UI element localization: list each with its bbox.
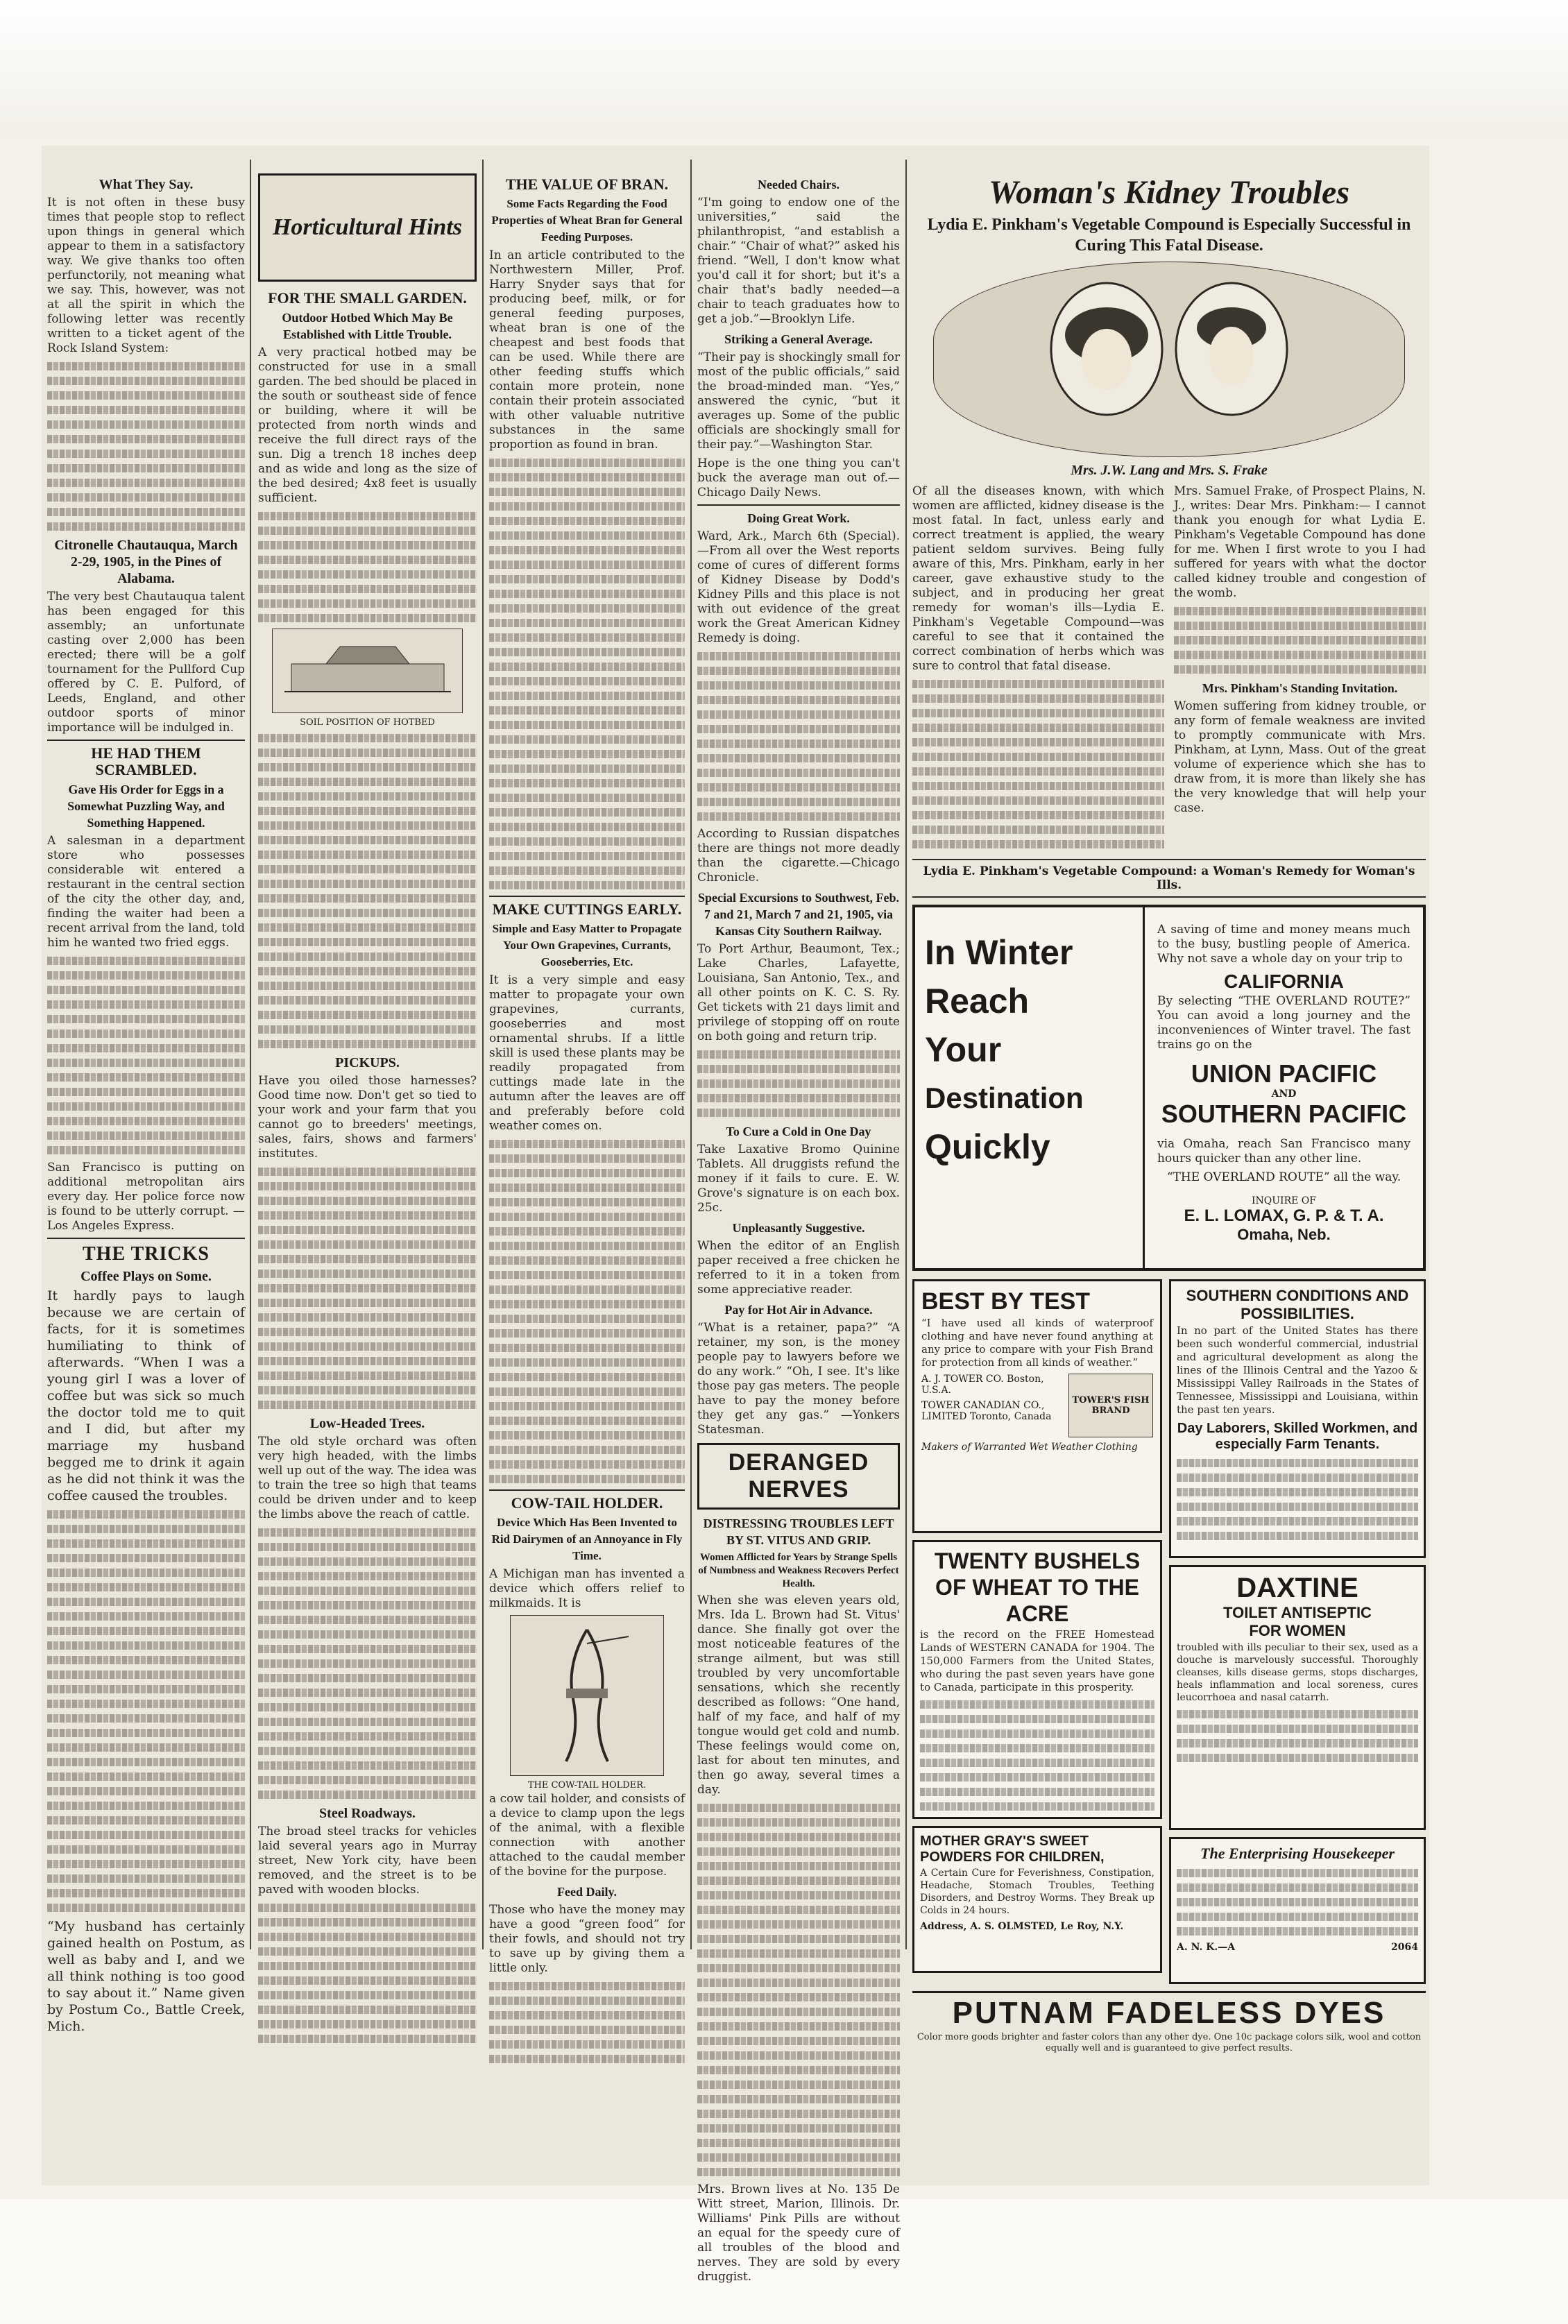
column-1 — [47, 173, 245, 2034]
portrait-caption: Mrs. J.W. Lang and Mrs. S. Frake — [1071, 463, 1268, 478]
column-rule — [250, 160, 251, 1949]
text-block — [258, 1528, 477, 1799]
article-body: When she was eleven years old, Mrs. Ida L. Brown had St. Vitus' dance. She finally got over the most noticeable features of the strange ailment, but was still troubled by very uncomfortable sensations, which she recently described as follows: “One hand, half of my face, and half of my tongue would get cold and numb. These feelings would come on, last for about ten minutes, and then go away, several times a day. — [697, 1594, 900, 1797]
lower-left-ads — [912, 1279, 1162, 1984]
in-winter-line: Your — [925, 1030, 1002, 1069]
text-block — [920, 1700, 1154, 1811]
headline-steel: Steel Roadways. — [319, 1806, 416, 1821]
print-code-row — [1177, 1942, 1418, 1953]
tower-company — [921, 1374, 1062, 1437]
ad-body: A saving of time and money means much to the busy, bustling people of America. Why not save a whole day on your trip to — [1157, 923, 1411, 966]
divider — [489, 896, 685, 897]
text-block — [258, 512, 477, 622]
article-body: Women suffering from kidney trouble, or any form of female weakness are invited to promptly communicate with Mrs. Pinkham, at Lynn, Mass. Out of the great volume of experience which she has to draw from, it is more than likely she has the very knowledge that will help your case. — [1174, 699, 1426, 815]
putnam-ad — [912, 1991, 1426, 2054]
article-body: Those who have the money may have a good “green food” for their fowls, and should not try to save up by giving them a little only. — [489, 1903, 685, 1975]
putnam-title: PUTNAM FADELESS DYES — [952, 1996, 1386, 2030]
headline-good-work: Doing Great Work. — [747, 511, 850, 525]
divider — [697, 504, 900, 506]
kidney-columns — [912, 483, 1426, 855]
ad-body: is the record on the FREE Homestead Lands of WESTERN CANADA for 1904. The 150,000 Farmers from the United States, who during the past seven years have gone to Canada, participate in this prosperity. — [920, 1628, 1154, 1693]
headline-hot-air: Pay for Hot Air in Advance. — [724, 1303, 873, 1317]
illustration-caption: SOIL POSITION OF HOTBED — [300, 717, 435, 728]
article-body: Mrs. Samuel Frake, of Prospect Plains, N. J., writes: Dear Mrs. Pinkham:— I cannot thank you enough for what Lydia E. Pinkham's Vegetable Compound has done for me. When I first wrote to you I had suffered for years with what the doctor called kidney trouble and congestion of the womb. — [1174, 484, 1426, 600]
text-block — [47, 362, 245, 531]
article-body: “Their pay is shockingly small for most of the public officials,” said the broad-minded man. “Yes,” answered the cynic, “but it averages up. Some of the public officials are shockingly small for their pay.”—Washington Star. — [697, 350, 900, 452]
text-block — [1174, 607, 1426, 674]
olmsted-address: Address, A. S. OLMSTED, Le Roy, N.Y. — [920, 1921, 1124, 1932]
southern-pacific: SOUTHERN PACIFIC — [1161, 1100, 1407, 1128]
article-body: “What is a retainer, papa?” “A retainer, my son, is the money people pay to lawyers before we do any work.” “Oh, I see. It's like those pay gas meters. The people have to pay the money before they get any gas.” —Yonkers Statesman. — [697, 1321, 900, 1437]
illustration-caption: THE COW-TAIL HOLDER. — [527, 1780, 647, 1791]
article-body: “My husband has certainly gained health on Postum, as well as baby and I, and we all think nothing is too good to say about it.” Name given by Postum Co., Battle Creek, Mich. — [47, 1919, 245, 2034]
article-body: Have you oiled those harnesses? Good time now. Don't get so tied to your work and your farm that you cannot go to breeders' meetings, sales, fairs, shows and farmers' institutes. — [258, 1074, 477, 1161]
mother-gray-title: MOTHER GRAY'S SWEET POWDERS FOR CHILDREN, — [920, 1834, 1105, 1865]
mother-gray-ad — [912, 1826, 1162, 1973]
for-women: FOR WOMEN — [1249, 1622, 1346, 1639]
column-rule — [690, 160, 692, 1949]
article-body: Hope is the one thing you can't buck the average man out of.—Chicago Daily News. — [697, 456, 900, 499]
headline-feed: Feed Daily. — [557, 1885, 617, 1899]
best-by-test-title: BEST BY TEST — [921, 1288, 1091, 1315]
article-body: The old style orchard was often very high headed, with the limbs well up out of the way. The idea was to train the tree so high that teams could be driven under and to keep the limbs above the reach of cattle. — [258, 1435, 477, 1521]
in-winter-line: Reach — [925, 982, 1030, 1020]
column-rule — [482, 160, 484, 1949]
lower-ads-row — [912, 1279, 1426, 1984]
article-body: The very best Chautauqua talent has been engaged for this assembly; an unfortunate casting over 2,000 has been erected; there will be a golf tournament for the Pullford Cup offered by C. E. Pulford, of Leeds, England, and other outdoor sports of minor importance will be indulged in. — [47, 590, 245, 735]
text-block — [1177, 1710, 1418, 1762]
article-body: A very practical hotbed may be constructed for use in a small garden. The bed should be placed in the south or southeast side of fence or building, where it will be protected from north winds and receive the full direct rays of the sun. Dig a trench 18 inches deep and as wide and long as the size of the bed desired; 4x8 feet is usually sufficient. — [258, 345, 477, 505]
text-block — [697, 1050, 900, 1117]
ad-body: troubled with ills peculiar to their sex, used as a douche is marvelously successful. Thoroughly cleanses, kills disease germs, stops discharges, heals inflammation and local soreness, cures leucorrhoea and nasal catarrh. — [1177, 1642, 1418, 1703]
omaha: Omaha, Neb. — [1237, 1226, 1331, 1243]
column-5 — [912, 173, 1426, 2185]
text-block — [489, 459, 685, 889]
ad-body: A Certain Cure for Feverishness, Constipation, Headache, Stomach Troubles, Teething Disorders, and Destroy Worms. They Break up Colds in 24 hours. — [920, 1868, 1154, 1916]
kidney-left-column — [912, 483, 1164, 855]
article-body: Of all the diseases known, with which women are afflicted, kidney disease is the most fatal. In fact, unless early and correct treatment is applied, the weary patient seldom survives. Being fully aware of this, Mrs. Pinkham, early in her career, gave exhaustive study to the subject, and in producing her great remedy for woman's ills—Lydia E. Pinkham's Vegetable Compound—was careful to see that it contained the correct combination of herbs which was sure to control that fatal disease. — [912, 484, 1164, 673]
headline-cuttings: MAKE CUTTINGS EARLY. — [492, 900, 682, 918]
article-body: “I'm going to endow one of the universities,” said the philanthropist, “and establish a chair.” “Chair of what?” asked his friend. “Well, I don't know what you'd call it for short; but it's a chair that's badly needed—a chair to teach graduates how to get a job.”—Brooklyn Life. — [697, 196, 900, 326]
twenty-bushels-title: TWENTY BUSHELS OF WHEAT TO THE ACRE — [934, 1548, 1141, 1626]
divider — [47, 740, 245, 741]
headline-unpleasantly: Unpleasantly Suggestive. — [732, 1221, 865, 1235]
text-block — [697, 1804, 900, 2176]
overland-tagline: “THE OVERLAND ROUTE” all the way. — [1166, 1170, 1401, 1184]
issue-number: 2064 — [1391, 1942, 1418, 1953]
in-winter-line: Quickly — [925, 1127, 1050, 1166]
headline-pickups: PICKUPS. — [335, 1055, 400, 1070]
lower-right-ads — [1169, 1279, 1426, 1984]
enterprising-ad — [1169, 1837, 1426, 1984]
headline-deranged: DERANGED NERVES — [728, 1449, 869, 1503]
text-block — [1177, 1459, 1418, 1540]
headline-kidney-troubles: Woman's Kidney Troubles — [988, 174, 1350, 211]
subheadline: DISTRESSING TROUBLES LEFT BY ST. VITUS AND GRIP. — [703, 1516, 894, 1547]
overland-details — [1145, 907, 1423, 1268]
best-by-test-ad — [912, 1279, 1162, 1533]
divider — [912, 859, 1426, 860]
column-rule — [905, 160, 907, 1949]
subheadline: Coffee Plays on Some. — [80, 1269, 212, 1284]
subheadline: Gave His Order for Eggs in a Somewhat Puzzling Way, and Something Happened. — [67, 783, 225, 830]
headline-tricks: THE TRICKS — [83, 1243, 210, 1265]
masthead-horticultural — [258, 173, 477, 282]
enterprising-title: The Enterprising Housekeeper — [1200, 1845, 1395, 1862]
tower-makers: Makers of Warranted Wet Weather Clothing — [921, 1442, 1138, 1453]
union-pacific: UNION PACIFIC — [1191, 1059, 1377, 1088]
divider — [912, 896, 1426, 898]
headline-needed: Needed Chairs. — [758, 178, 840, 191]
daxtine-title: DAXTINE — [1236, 1573, 1358, 1603]
column-4 — [697, 173, 900, 2284]
article-body: Take Laxative Bromo Quinine Tablets. All druggists refund the money if it fails to cure. E. W. Grove's signature is on each box. 25c. — [697, 1143, 900, 1215]
headline-citronelle: Citronelle Chautauqua, March 2-29, 1905, in the Pines of Alabama. — [54, 538, 238, 586]
hotbed-drawing — [284, 636, 451, 706]
kidney-banner: Lydia E. Pinkham's Vegetable Compound: a Woman's Remedy for Woman's Ills. — [923, 864, 1415, 892]
ank-code: A. N. K.—A — [1177, 1942, 1236, 1953]
headline-scrambled: HE HAD THEM SCRAMBLED. — [91, 744, 201, 778]
headline-excursions: Special Excursions to Southwest, Feb. 7 and 21, March 7 and 21, 1905, via Kansas City Southern Railway. — [697, 891, 900, 938]
headline-standing: Mrs. Pinkham's Standing Invitation. — [1202, 681, 1398, 695]
article-body: To Port Arthur, Beaumont, Tex.; Lake Charles, Lafayette, Louisiana, San Antonio, Tex., and all other points on K. C. S. Ry. Get tickets with 21 days limit and privilege of stopping off on route on both going and return trip. — [697, 942, 900, 1043]
headline-cold: To Cure a Cold in One Day — [726, 1125, 871, 1138]
subheadline: Lydia E. Pinkham's Vegetable Compound is Especially Successful in Curing This Fatal Disease. — [927, 216, 1411, 255]
article-body: It is not often in these busy times that people stop to reflect upon things in general which appear to them in a satisfactory way. We give thanks too often perfunctorily, not meaning what we say. This, however, was not at all the spirit in which the following letter was recently written to a ticket agent of the Rock Island System: — [47, 196, 245, 355]
headline-cowtail: COW-TAIL HOLDER. — [511, 1494, 663, 1512]
text-block — [258, 734, 477, 1048]
cowtail-illustration — [510, 1615, 664, 1776]
tower-row — [921, 1374, 1153, 1437]
divider — [47, 1238, 245, 1239]
subheadline: Women Afflicted for Years by Strange Spells of Numbness and Weakness Recovers Perfect Health. — [698, 1552, 899, 1589]
column-3 — [489, 173, 685, 1977]
article-body: It hardly pays to laugh because we are certain of facts, for it is sometimes humiliating to think of afterwards. “When I was a young girl I was a lover of coffee but was sick so much the doctor told me to quit and I did, but after my marriage my husband begged me to drink it again as he did not think it was the coffee caused the troubles. — [47, 1288, 245, 1503]
ad-body: via Omaha, reach San Francisco many hours quicker than any other line. — [1157, 1137, 1411, 1165]
inquire-label: INQUIRE OF — [1252, 1195, 1316, 1206]
headline-average: Striking a General Average. — [724, 332, 873, 346]
southern-title: SOUTHERN CONDITIONS AND POSSIBILITIES. — [1186, 1287, 1409, 1322]
portraits-drawing — [1009, 273, 1329, 446]
in-winter-line: Destination — [925, 1082, 1084, 1114]
text-block — [47, 1510, 245, 1912]
article-body: San Francisco is putting on additional metropolitan airs every day. Her police force now is found to be utterly corrupt. —Los Angeles Express. — [47, 1161, 245, 1233]
text-block — [489, 1982, 685, 2063]
and-label: AND — [1271, 1088, 1297, 1100]
article-body: Mrs. Brown lives at No. 135 De Witt street, Marion, Illinois. Dr. Williams' Pink Pills are without an equal for the speedy cure of all troubles of the blood and nerves. They are sold by every druggist. — [697, 2182, 900, 2284]
text-block — [258, 1168, 477, 1409]
text-block — [697, 652, 900, 821]
headline-bran: THE VALUE OF BRAN. — [505, 176, 669, 193]
kidney-right-column — [1174, 483, 1426, 855]
in-winter-panel — [915, 907, 1145, 1268]
text-block — [912, 680, 1164, 848]
article-body: When the editor of an English paper received a free chicken he referred to it in a token from some appreciative reader. — [697, 1239, 900, 1297]
text-block — [1177, 1869, 1418, 1936]
fish-brand-logo: TOWER'S FISH BRAND — [1068, 1374, 1153, 1437]
portrait-illustration — [933, 262, 1405, 457]
cowtail-drawing — [525, 1623, 649, 1768]
headline-what-they-say: What They Say. — [99, 177, 194, 192]
article-body: Ward, Ark., March 6th (Special).—From all over the West reports come of cures of different forms of Kidney Disease by Dodd's Kidney Pills and this place is not with out evidence of the great work the Great American Kidney Remedy is doing. — [697, 529, 900, 645]
hotbed-illustration — [272, 629, 463, 713]
masthead-title: Horticultural Hints — [272, 214, 463, 240]
text-block — [489, 1140, 685, 1483]
ad-body: “I have used all kinds of waterproof clothing and have never found anything at any price to compare with your Fish Brand for protection from all kinds of weather.” — [921, 1317, 1153, 1369]
article-body: The broad steel tracks for vehicles laid several years ago in Murray street, New York city, have been removed, and the street is to be paved with wooden blocks. — [258, 1825, 477, 1897]
tower-us: A. J. TOWER CO. Boston, U.S.A. — [921, 1374, 1044, 1396]
article-body: According to Russian dispatches there are things not more deadly than the cigarette.—Chicago Chronicle. — [697, 827, 900, 885]
putnam-body: Color more goods brighter and faster colors than any other dye. One 10c package colors silk, wool and cotton equally well and is guaranteed to give perfect results. — [917, 2032, 1422, 2053]
lomax: E. L. LOMAX, G. P. & T. A. — [1184, 1206, 1384, 1225]
divider — [489, 1489, 685, 1491]
subheadline: Outdoor Hotbed Which May Be Established with Little Trouble. — [282, 311, 453, 341]
in-winter-line: In Winter — [925, 933, 1073, 972]
laborers-line: Day Laborers, Skilled Workmen, and especially Farm Tenants. — [1177, 1421, 1418, 1452]
ad-body: In no part of the United States has there been such wonderful commercial, industrial and agricultural development as along the lines of the Illinois Central and the Yazoo & Mississippi Valley Railroads in the States of Tennessee, Mississippi and Louisiana, within the past ten years. — [1177, 1324, 1418, 1416]
subheadline: Some Facts Regarding the Food Properties of Wheat Bran for General Feeding Purposes. — [491, 197, 683, 243]
headline-low-headed: Low-Headed Trees. — [309, 1416, 425, 1431]
page-top-margin — [0, 0, 1568, 139]
deranged-nerves-box — [697, 1443, 900, 1510]
subheadline: Device Which Has Been Invented to Rid Dairymen of an Annoyance in Fly Time. — [491, 1516, 683, 1562]
article-body: It is a very simple and easy matter to propagate your own grapevines, currants, gooseberries and most ornamental shrubs. If a little skill is used these plants may be readily propagated from cuttings made late in the autumn after the leaves are off and preferably before cold weather comes on. — [489, 973, 685, 1133]
article-body: a cow tail holder, and consists of a device to clamp upon the legs of the animal, with a flexible connection with another attached to the caudal member of the bovine for the purpose. — [489, 1792, 685, 1879]
daxtine-ad — [1169, 1565, 1426, 1830]
article-body: In an article contributed to the Northwestern Miller, Prof. Harry Snyder says that for producing beef, milk, or for general feeding purposes, wheat bran is one of the cheapest and best foods that can be used. While there are other feeding stuffs which contain more protein, none contain their protein associated with other valuable nutritive substances in the same proportion as found in bran. — [489, 248, 685, 452]
tower-canada: TOWER CANADIAN CO., LIMITED Toronto, Canada — [921, 1400, 1052, 1422]
twenty-bushels-ad — [912, 1540, 1162, 1819]
california-title: CALIFORNIA — [1224, 971, 1344, 992]
newspaper-page — [42, 146, 1429, 2284]
ad-body: By selecting “THE OVERLAND ROUTE?” You can avoid a long journey and the inconveniences of Winter travel. The fast trains go on the — [1157, 994, 1411, 1052]
article-body: A Michigan man has invented a device which offers relief to milkmaids. It is — [489, 1567, 685, 1610]
overland-route-ad — [912, 905, 1426, 1271]
southern-conditions-ad — [1169, 1279, 1426, 1558]
column-2 — [258, 173, 477, 1977]
text-block — [258, 1904, 477, 2043]
subheadline: Simple and Easy Matter to Propagate Your Own Grapevines, Currants, Gooseberries, Etc. — [492, 922, 682, 968]
daxtine-subtitle: TOILET ANTISEPTIC — [1223, 1604, 1372, 1621]
article-body: A salesman in a department store who possesses considerable wit entered a restaurant in the central section of the city the other day, and, finding the waiter had been a recent arrival from the land, told him he wanted two fried eggs. — [47, 834, 245, 950]
headline-small-garden: FOR THE SMALL GARDEN. — [268, 289, 467, 307]
text-block — [47, 957, 245, 1154]
